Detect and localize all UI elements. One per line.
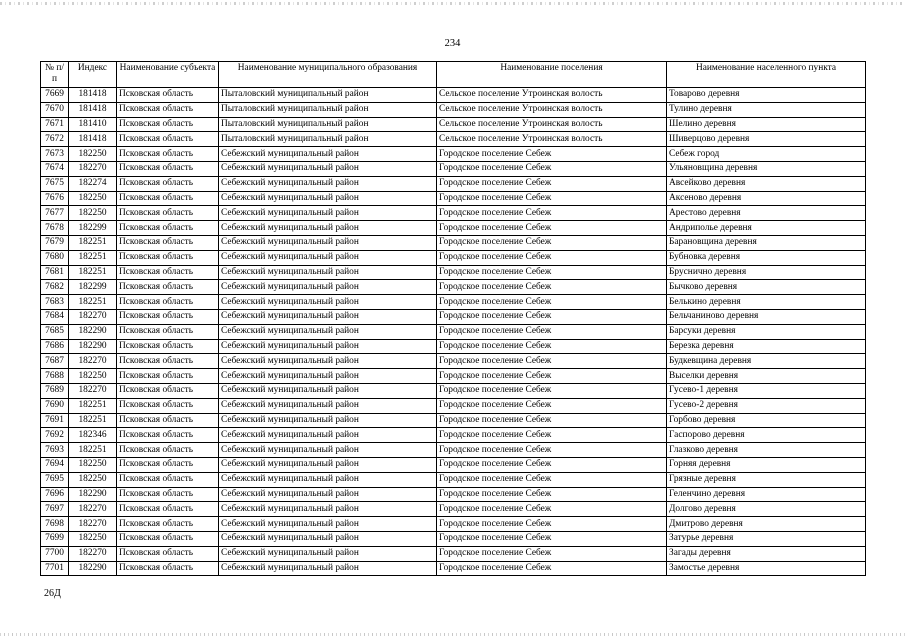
settlement-cell: Городское поселение Себеж (437, 147, 667, 162)
settlement-cell: Сельское поселение Утроинская волость (437, 88, 667, 103)
locality-cell: Шиверцово деревня (667, 132, 866, 147)
locality-cell: Тулино деревня (667, 102, 866, 117)
settlement-cell: Городское поселение Себеж (437, 295, 667, 310)
settlement-cell: Городское поселение Себеж (437, 339, 667, 354)
locality-cell: Гусево-2 деревня (667, 398, 866, 413)
row-number-cell: 7701 (41, 561, 69, 576)
header-municipality: Наименование муниципального образования (219, 62, 437, 88)
municipality-cell: Себежский муниципальный район (219, 517, 437, 532)
locality-cell: Брусничнo деревня (667, 265, 866, 280)
postal-index-cell: 182270 (69, 546, 117, 561)
settlement-cell: Городское поселение Себеж (437, 250, 667, 265)
table-row (41, 487, 866, 502)
subject-cell: Псковская область (117, 324, 219, 339)
table-row (41, 428, 866, 443)
municipality-cell: Себежский муниципальный район (219, 295, 437, 310)
subject-cell: Псковская область (117, 561, 219, 576)
table-row (41, 457, 866, 472)
table-row (41, 502, 866, 517)
subject-cell: Псковская область (117, 221, 219, 236)
locality-cell: Барановщина деревня (667, 235, 866, 250)
subject-cell: Псковская область (117, 398, 219, 413)
locality-cell: Геленчино деревня (667, 487, 866, 502)
table-body (41, 88, 866, 576)
table-header (41, 62, 866, 88)
row-number-cell: 7670 (41, 102, 69, 117)
subject-cell: Псковская область (117, 132, 219, 147)
municipality-cell: Себежский муниципальный район (219, 235, 437, 250)
municipality-cell: Пыталовский муниципальный район (219, 102, 437, 117)
table-row (41, 472, 866, 487)
municipality-cell: Себежский муниципальный район (219, 502, 437, 517)
municipality-cell: Себежский муниципальный район (219, 413, 437, 428)
row-number-cell: 7678 (41, 221, 69, 236)
subject-cell: Псковская область (117, 147, 219, 162)
municipality-cell: Себежский муниципальный район (219, 161, 437, 176)
postal-index-cell: 182270 (69, 383, 117, 398)
postal-index-cell: 181410 (69, 117, 117, 132)
table-row (41, 413, 866, 428)
subject-cell: Псковская область (117, 176, 219, 191)
subject-cell: Псковская область (117, 250, 219, 265)
subject-cell: Псковская область (117, 161, 219, 176)
row-number-cell: 7669 (41, 88, 69, 103)
locality-cell: Авсейково деревня (667, 176, 866, 191)
locality-cell: Бычково деревня (667, 280, 866, 295)
settlement-cell: Городское поселение Себеж (437, 531, 667, 546)
footer-code: 26Д (44, 588, 61, 599)
municipality-cell: Себежский муниципальный район (219, 443, 437, 458)
municipality-cell: Себежский муниципальный район (219, 324, 437, 339)
header-postal-index: Индекс (69, 62, 117, 88)
row-number-cell: 7696 (41, 487, 69, 502)
table-row (41, 176, 866, 191)
subject-cell: Псковская область (117, 206, 219, 221)
subject-cell: Псковская область (117, 295, 219, 310)
municipality-cell: Себежский муниципальный район (219, 428, 437, 443)
row-number-cell: 7694 (41, 457, 69, 472)
municipality-cell: Себежский муниципальный район (219, 280, 437, 295)
table-row (41, 369, 866, 384)
postal-index-cell: 182250 (69, 472, 117, 487)
municipality-cell: Пыталовский муниципальный район (219, 117, 437, 132)
postal-index-cell: 182250 (69, 457, 117, 472)
postal-index-cell: 182299 (69, 280, 117, 295)
locality-cell: Товарово деревня (667, 88, 866, 103)
settlement-cell: Городское поселение Себеж (437, 221, 667, 236)
postal-index-cell: 182250 (69, 147, 117, 162)
row-number-cell: 7673 (41, 147, 69, 162)
locality-cell: Себеж город (667, 147, 866, 162)
municipality-cell: Себежский муниципальный район (219, 354, 437, 369)
postal-index-cell: 182299 (69, 221, 117, 236)
municipality-cell: Себежский муниципальный район (219, 221, 437, 236)
subject-cell: Псковская область (117, 265, 219, 280)
table-row (41, 309, 866, 324)
row-number-cell: 7680 (41, 250, 69, 265)
page-number: 234 (444, 38, 461, 49)
municipality-cell: Себежский муниципальный район (219, 339, 437, 354)
locality-cell: Ульяновщина деревня (667, 161, 866, 176)
row-number-cell: 7683 (41, 295, 69, 310)
locality-cell: Замостье деревня (667, 561, 866, 576)
row-number-cell: 7676 (41, 191, 69, 206)
settlement-cell: Городское поселение Себеж (437, 280, 667, 295)
subject-cell: Псковская область (117, 531, 219, 546)
municipality-cell: Себежский муниципальный район (219, 147, 437, 162)
postal-index-cell: 182274 (69, 176, 117, 191)
row-number-cell: 7689 (41, 383, 69, 398)
settlement-cell: Городское поселение Себеж (437, 383, 667, 398)
municipality-cell: Себежский муниципальный район (219, 206, 437, 221)
settlement-cell: Сельское поселение Утроинская волость (437, 102, 667, 117)
postal-index-cell: 182251 (69, 295, 117, 310)
header-locality: Наименование населенного пункта (667, 62, 866, 88)
postal-index-cell: 182346 (69, 428, 117, 443)
subject-cell: Псковская область (117, 457, 219, 472)
postal-index-cell: 182290 (69, 339, 117, 354)
postal-index-cell: 181418 (69, 88, 117, 103)
table-row (41, 102, 866, 117)
settlement-cell: Городское поселение Себеж (437, 413, 667, 428)
settlement-cell: Городское поселение Себеж (437, 428, 667, 443)
row-number-cell: 7699 (41, 531, 69, 546)
subject-cell: Псковская область (117, 309, 219, 324)
settlements-table (40, 61, 866, 576)
table-row (41, 354, 866, 369)
subject-cell: Псковская область (117, 235, 219, 250)
settlement-cell: Городское поселение Себеж (437, 546, 667, 561)
settlement-cell: Городское поселение Себеж (437, 324, 667, 339)
subject-cell: Псковская область (117, 354, 219, 369)
locality-cell: Барсуки деревня (667, 324, 866, 339)
postal-index-cell: 182250 (69, 206, 117, 221)
subject-cell: Псковская область (117, 117, 219, 132)
locality-cell: Белькино деревня (667, 295, 866, 310)
settlement-cell: Городское поселение Себеж (437, 354, 667, 369)
locality-cell: Выселки деревня (667, 369, 866, 384)
settlement-cell: Городское поселение Себеж (437, 457, 667, 472)
municipality-cell: Себежский муниципальный район (219, 191, 437, 206)
table-row (41, 221, 866, 236)
locality-cell: Андрипольe деревня (667, 221, 866, 236)
row-number-cell: 7671 (41, 117, 69, 132)
table-row (41, 561, 866, 576)
table-row (41, 383, 866, 398)
row-number-cell: 7681 (41, 265, 69, 280)
municipality-cell: Себежский муниципальный район (219, 265, 437, 280)
locality-cell: Березка деревня (667, 339, 866, 354)
postal-index-cell: 182251 (69, 265, 117, 280)
row-number-cell: 7698 (41, 517, 69, 532)
row-number-cell: 7693 (41, 443, 69, 458)
settlement-cell: Городское поселение Себеж (437, 206, 667, 221)
settlement-cell: Городское поселение Себеж (437, 487, 667, 502)
table-row (41, 280, 866, 295)
settlement-cell: Городское поселение Себеж (437, 561, 667, 576)
subject-cell: Псковская область (117, 88, 219, 103)
subject-cell: Псковская область (117, 428, 219, 443)
settlement-cell: Городское поселение Себеж (437, 191, 667, 206)
table-row (41, 147, 866, 162)
postal-index-cell: 182250 (69, 369, 117, 384)
row-number-cell: 7685 (41, 324, 69, 339)
postal-index-cell: 182251 (69, 398, 117, 413)
locality-cell: Дмитрово деревня (667, 517, 866, 532)
postal-index-cell: 182250 (69, 191, 117, 206)
locality-cell: Будкевщина деревня (667, 354, 866, 369)
postal-index-cell: 182270 (69, 517, 117, 532)
locality-cell: Гусево-1 деревня (667, 383, 866, 398)
postal-index-cell: 182251 (69, 413, 117, 428)
row-number-cell: 7688 (41, 369, 69, 384)
subject-cell: Псковская область (117, 487, 219, 502)
municipality-cell: Себежский муниципальный район (219, 546, 437, 561)
municipality-cell: Себежский муниципальный район (219, 250, 437, 265)
locality-cell: Шелино деревня (667, 117, 866, 132)
municipality-cell: Себежский муниципальный район (219, 531, 437, 546)
row-number-cell: 7675 (41, 176, 69, 191)
settlement-cell: Городское поселение Себеж (437, 472, 667, 487)
row-number-cell: 7672 (41, 132, 69, 147)
locality-cell: Аксеново деревня (667, 191, 866, 206)
header-row-number: № п/п (41, 62, 69, 88)
header-subject: Наименование субъекта (117, 62, 219, 88)
row-number-cell: 7697 (41, 502, 69, 517)
row-number-cell: 7690 (41, 398, 69, 413)
locality-cell: Бубновка деревня (667, 250, 866, 265)
row-number-cell: 7687 (41, 354, 69, 369)
table-row (41, 517, 866, 532)
subject-cell: Псковская область (117, 413, 219, 428)
locality-cell: Глазково деревня (667, 443, 866, 458)
postal-index-cell: 182270 (69, 161, 117, 176)
municipality-cell: Себежский муниципальный район (219, 369, 437, 384)
subject-cell: Псковская область (117, 546, 219, 561)
subject-cell: Псковская область (117, 369, 219, 384)
postal-index-cell: 182251 (69, 250, 117, 265)
settlement-cell: Городское поселение Себеж (437, 517, 667, 532)
subject-cell: Псковская область (117, 502, 219, 517)
table-row (41, 546, 866, 561)
municipality-cell: Пыталовский муниципальный район (219, 132, 437, 147)
row-number-cell: 7695 (41, 472, 69, 487)
table-row (41, 132, 866, 147)
table-row (41, 206, 866, 221)
settlement-cell: Городское поселение Себеж (437, 398, 667, 413)
table-row (41, 398, 866, 413)
postal-index-cell: 181418 (69, 132, 117, 147)
row-number-cell: 7682 (41, 280, 69, 295)
table-row (41, 531, 866, 546)
locality-cell: Арестово деревня (667, 206, 866, 221)
subject-cell: Псковская область (117, 191, 219, 206)
row-number-cell: 7684 (41, 309, 69, 324)
locality-cell: Грязные деревня (667, 472, 866, 487)
postal-index-cell: 182251 (69, 443, 117, 458)
table-row (41, 339, 866, 354)
subject-cell: Псковская область (117, 102, 219, 117)
row-number-cell: 7692 (41, 428, 69, 443)
settlement-cell: Городское поселение Себеж (437, 265, 667, 280)
postal-index-cell: 182270 (69, 354, 117, 369)
subject-cell: Псковская область (117, 443, 219, 458)
postal-index-cell: 182290 (69, 487, 117, 502)
table-row (41, 265, 866, 280)
postal-index-cell: 182251 (69, 235, 117, 250)
settlement-cell: Сельское поселение Утроинская волость (437, 132, 667, 147)
municipality-cell: Себежский муниципальный район (219, 457, 437, 472)
locality-cell: Затурье деревня (667, 531, 866, 546)
settlement-cell: Городское поселение Себеж (437, 161, 667, 176)
locality-cell: Загады деревня (667, 546, 866, 561)
municipality-cell: Себежский муниципальный район (219, 383, 437, 398)
settlement-cell: Городское поселение Себеж (437, 309, 667, 324)
row-number-cell: 7686 (41, 339, 69, 354)
subject-cell: Псковская область (117, 472, 219, 487)
header-settlement: Наименование поселения (437, 62, 667, 88)
row-number-cell: 7674 (41, 161, 69, 176)
header-row (41, 62, 866, 88)
row-number-cell: 7691 (41, 413, 69, 428)
municipality-cell: Себежский муниципальный район (219, 309, 437, 324)
settlement-cell: Городское поселение Себеж (437, 235, 667, 250)
table-row (41, 117, 866, 132)
municipality-cell: Себежский муниципальный район (219, 472, 437, 487)
table-row (41, 235, 866, 250)
postal-index-cell: 182270 (69, 309, 117, 324)
postal-index-cell: 182250 (69, 531, 117, 546)
subject-cell: Псковская область (117, 339, 219, 354)
municipality-cell: Себежский муниципальный район (219, 176, 437, 191)
table-row (41, 295, 866, 310)
table-row (41, 161, 866, 176)
settlement-cell: Городское поселение Себеж (437, 443, 667, 458)
row-number-cell: 7677 (41, 206, 69, 221)
postal-index-cell: 181418 (69, 102, 117, 117)
postal-index-cell: 182290 (69, 324, 117, 339)
row-number-cell: 7700 (41, 546, 69, 561)
locality-cell: Горняя деревня (667, 457, 866, 472)
municipality-cell: Пыталовский муниципальный район (219, 88, 437, 103)
table-row (41, 88, 866, 103)
scan-edge-bottom (0, 633, 905, 636)
settlement-cell: Сельское поселение Утроинская волость (437, 117, 667, 132)
locality-cell: Долгово деревня (667, 502, 866, 517)
subject-cell: Псковская область (117, 383, 219, 398)
table-row (41, 250, 866, 265)
subject-cell: Псковская область (117, 280, 219, 295)
settlement-cell: Городское поселение Себеж (437, 176, 667, 191)
subject-cell: Псковская область (117, 517, 219, 532)
municipality-cell: Себежский муниципальный район (219, 561, 437, 576)
postal-index-cell: 182290 (69, 561, 117, 576)
settlement-cell: Городское поселение Себеж (437, 502, 667, 517)
locality-cell: Гаспорово деревня (667, 428, 866, 443)
postal-index-cell: 182270 (69, 502, 117, 517)
municipality-cell: Себежский муниципальный район (219, 487, 437, 502)
locality-cell: Горбово деревня (667, 413, 866, 428)
table-row (41, 324, 866, 339)
municipality-cell: Себежский муниципальный район (219, 398, 437, 413)
locality-cell: Бельчаниново деревня (667, 309, 866, 324)
scan-edge-top (0, 2, 905, 5)
row-number-cell: 7679 (41, 235, 69, 250)
table-row (41, 443, 866, 458)
table-row (41, 191, 866, 206)
settlement-cell: Городское поселение Себеж (437, 369, 667, 384)
